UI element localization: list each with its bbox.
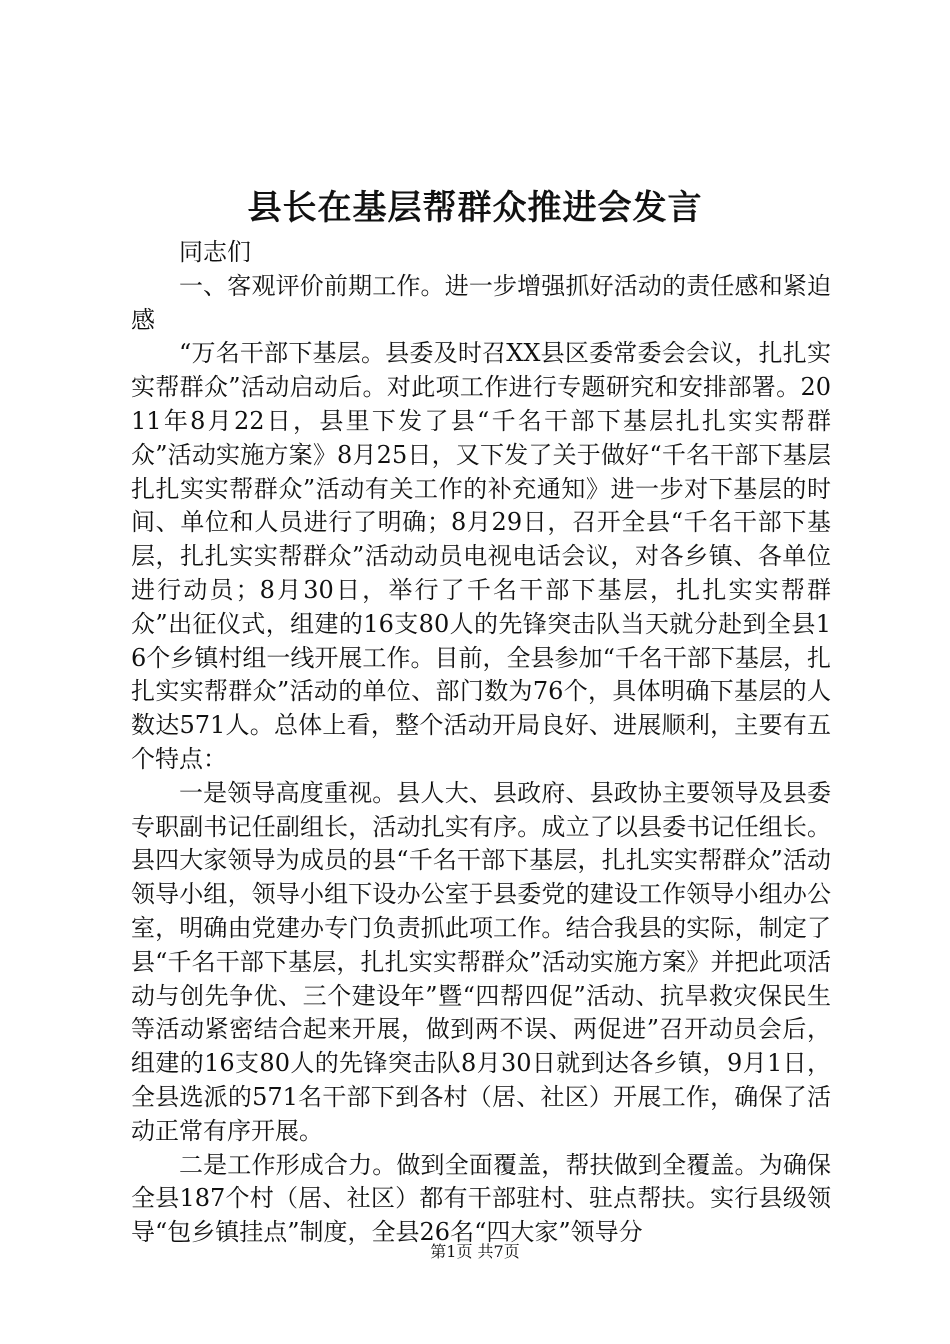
paragraph-section-heading: 一、客观评价前期工作。进一步增强抓好活动的责任感和紧迫感 [131,271,831,334]
page-footer: 第1页 共7页 [430,1242,520,1261]
paragraph-joint-effort: 二是工作形成合力。做到全面覆盖，帮扶做到全覆盖。为确保全县187个村（居、社区）都有干部驻村、驻点帮扶。实行县级领导“包乡镇挂点”制度，全县26名“四大家”领导分 [131,1150,831,1247]
paragraph-leadership: 一是领导高度重视。县人大、县政府、县政协主要领导及县委专职副书记任副组长，活动扎实有序。成立了以县委书记任组长。县四大家领导为成员的县“千名干部下基层，扎扎实实帮群众”活动领导小组，领导小组下设办公室于县委党的建设工作领导小组办公室，明确由党建办专门负责抓此项工作。结合我县的实际，制定了县“千名干部下基层，扎扎实实帮群众”活动实施方案》并把此项活动与创先争优、三个建设年”暨“四帮四促”活动、抗旱救灾保民生等活动紧密结合起来开展，做到两不误、两促进”召开动员会后，组建的16支80人的先锋突击队8月30日就到达各乡镇，9月1日，全县选派的571名干部下到各村（居、社区）开展工作，确保了活动正常有序开展。 [131,778,831,1145]
document-title: 县长在基层帮群众推进会发言 [247,188,703,228]
paragraph-activity-launch: “万名干部下基层。县委及时召XX县区委常委会会议，扎扎实实帮群众”活动启动后。对此项工作进行专题研究和安排部署。2011年8月22日，县里下发了县“千名干部下基层扎扎实实帮群众”活动实施方案》8月25日，又下发了关于做好“千名干部下基层扎扎实实帮群众”活动有关工作的补充通知》进一步对下基层的时间、单位和人员进行了明确；8月29日，召开全县“千名干部下基层，扎扎实实帮群众”活动动员电视电话会议，对各乡镇、各单位进行动员；8月30日，举行了千名干部下基层，扎扎实实帮群众”出征仪式，组建的16支80人的先锋突击队当天就分赴到全县16个乡镇村组一线开展工作。目前，全县参加“千名干部下基层，扎扎实实帮群众”活动的单位、部门数为76个，具体明确下基层的人数达571人。总体上看，整个活动开局良好、进展顺利，主要有五个特点： [131,339,831,773]
paragraph-greeting: 同志们 [179,238,251,266]
document-body [131,236,831,1250]
